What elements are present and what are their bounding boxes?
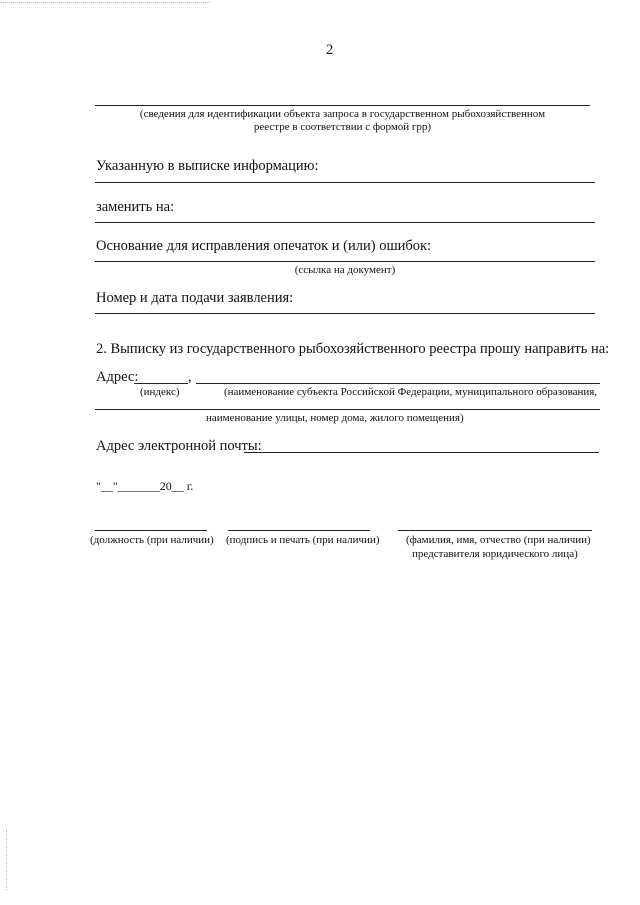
- replace-field-line[interactable]: [95, 222, 595, 223]
- address-comma: ,: [188, 369, 192, 385]
- email-label: Адрес электронной почты:: [96, 438, 262, 454]
- street-caption: наименование улицы, номер дома, жилого помещения): [206, 412, 464, 424]
- doc-link-caption: (ссылка на документ): [294, 264, 396, 276]
- scan-edge-top: [0, 2, 210, 3]
- date-line[interactable]: "__"_______20__ г.: [96, 479, 194, 493]
- basis-label: Основание для исправления опечаток и (или) ошибок:: [96, 238, 432, 254]
- address-label: Адрес:: [96, 369, 139, 385]
- region-caption: (наименование субъекта Российской Федерации, муниципального образования,: [224, 386, 598, 398]
- address-region-line[interactable]: [196, 383, 600, 384]
- scan-edge-left: [6, 830, 7, 890]
- ident-caption-line1: (сведения для идентификации объекта запроса в государственном рыбохозяйственном: [139, 108, 546, 120]
- info-label: Указанную в выписке информацию:: [96, 158, 319, 174]
- section2-heading: 2. Выписку из государственного рыбохозяйственного реестра прошу направить на:: [96, 341, 610, 357]
- address-street-line[interactable]: [95, 409, 600, 410]
- signature-caption: (подпись и печать (при наличии): [226, 534, 380, 546]
- application-field-line[interactable]: [95, 313, 595, 314]
- index-caption: (индекс): [140, 386, 180, 398]
- ident-field-line[interactable]: [95, 105, 590, 106]
- basis-field-line[interactable]: [95, 261, 595, 262]
- replace-label: заменить на:: [96, 199, 175, 215]
- position-caption: (должность (при наличии): [90, 534, 214, 546]
- fio-caption-line2: представителя юридического лица): [412, 548, 578, 560]
- info-field-line[interactable]: [95, 182, 595, 183]
- page-number: 2: [326, 42, 334, 58]
- fio-caption-line1: (фамилия, имя, отчество (при наличии): [406, 534, 591, 546]
- address-index-line[interactable]: [134, 383, 188, 384]
- email-field-line[interactable]: [244, 452, 599, 453]
- application-label: Номер и дата подачи заявления:: [96, 290, 294, 306]
- fio-sign-line[interactable]: [398, 530, 592, 531]
- position-sign-line[interactable]: [95, 530, 207, 531]
- ident-caption-line2: реестре в соответствии с формой грр): [253, 121, 432, 133]
- signature-sign-line[interactable]: [228, 530, 370, 531]
